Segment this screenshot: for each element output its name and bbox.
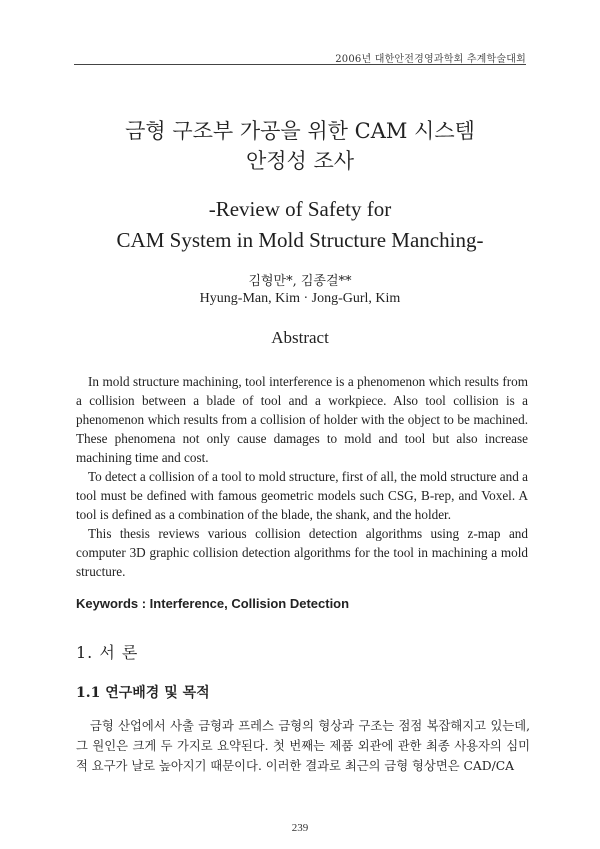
english-title-line-2: CAM System in Mold Structure Manching- — [116, 228, 484, 252]
section-heading: 1. 서 론 — [76, 643, 139, 662]
authors-english: Hyung-Man, Kim · Jong-Gurl, Kim — [199, 291, 401, 306]
page-number: 239 — [291, 822, 309, 834]
english-title-line-1: -Review of Safety for — [208, 197, 392, 221]
korean-title-line-1: 금형 구조부 가공을 위한 CAM 시스템 — [125, 119, 475, 143]
subsection-heading: 1.1 연구배경 및 목적 — [76, 685, 210, 701]
introduction-body — [76, 716, 530, 776]
keywords: Keywords : Interference, Collision Detection — [76, 596, 350, 611]
running-header: 2006년 대한안전경영과학회 추계학술대회 — [335, 54, 526, 65]
header-rule — [74, 64, 526, 65]
authors-korean: 김형만*, 김종걸** — [248, 274, 352, 289]
body-paragraph: 금형 산업에서 사출 금형과 프레스 금형의 형상과 구조는 점점 복잡해지고 있는데, 그 원인은 크게 두 가지로 요약된다. 첫 번째는 제품 외관에 관한 최종 사용자의 심미적 요구가 날로 높아지기 때문이다. 이러한 결과로 최근의 금형 형상면은 CAD/CA — [76, 719, 530, 773]
korean-title-line-2: 안정성 조사 — [245, 149, 355, 173]
abstract-paragraph: To detect a collision of a tool to mold structure, first of all, the mold structure and a tool must be defined with famous geometric models such CSG, B-rep, and Voxel. A tool is defined as a combination of the blade, the shank, and the holder. — [76, 469, 528, 522]
abstract-paragraph: In mold structure machining, tool interference is a phenomenon which results from a collision between a blade of tool and a workpiece. Also tool collision is a phenomenon which results from a collision of holder with the object to be machined. These phenomena not only cause damages to mold and tool but also increase machining time and cost. — [76, 374, 528, 465]
abstract-paragraph: This thesis reviews various collision detection algorithms using z-map and computer 3D graphic collision detection algorithms for the tool in machining a mold structure. — [76, 526, 528, 579]
abstract-body — [76, 372, 528, 581]
abstract-heading: Abstract — [271, 328, 329, 347]
